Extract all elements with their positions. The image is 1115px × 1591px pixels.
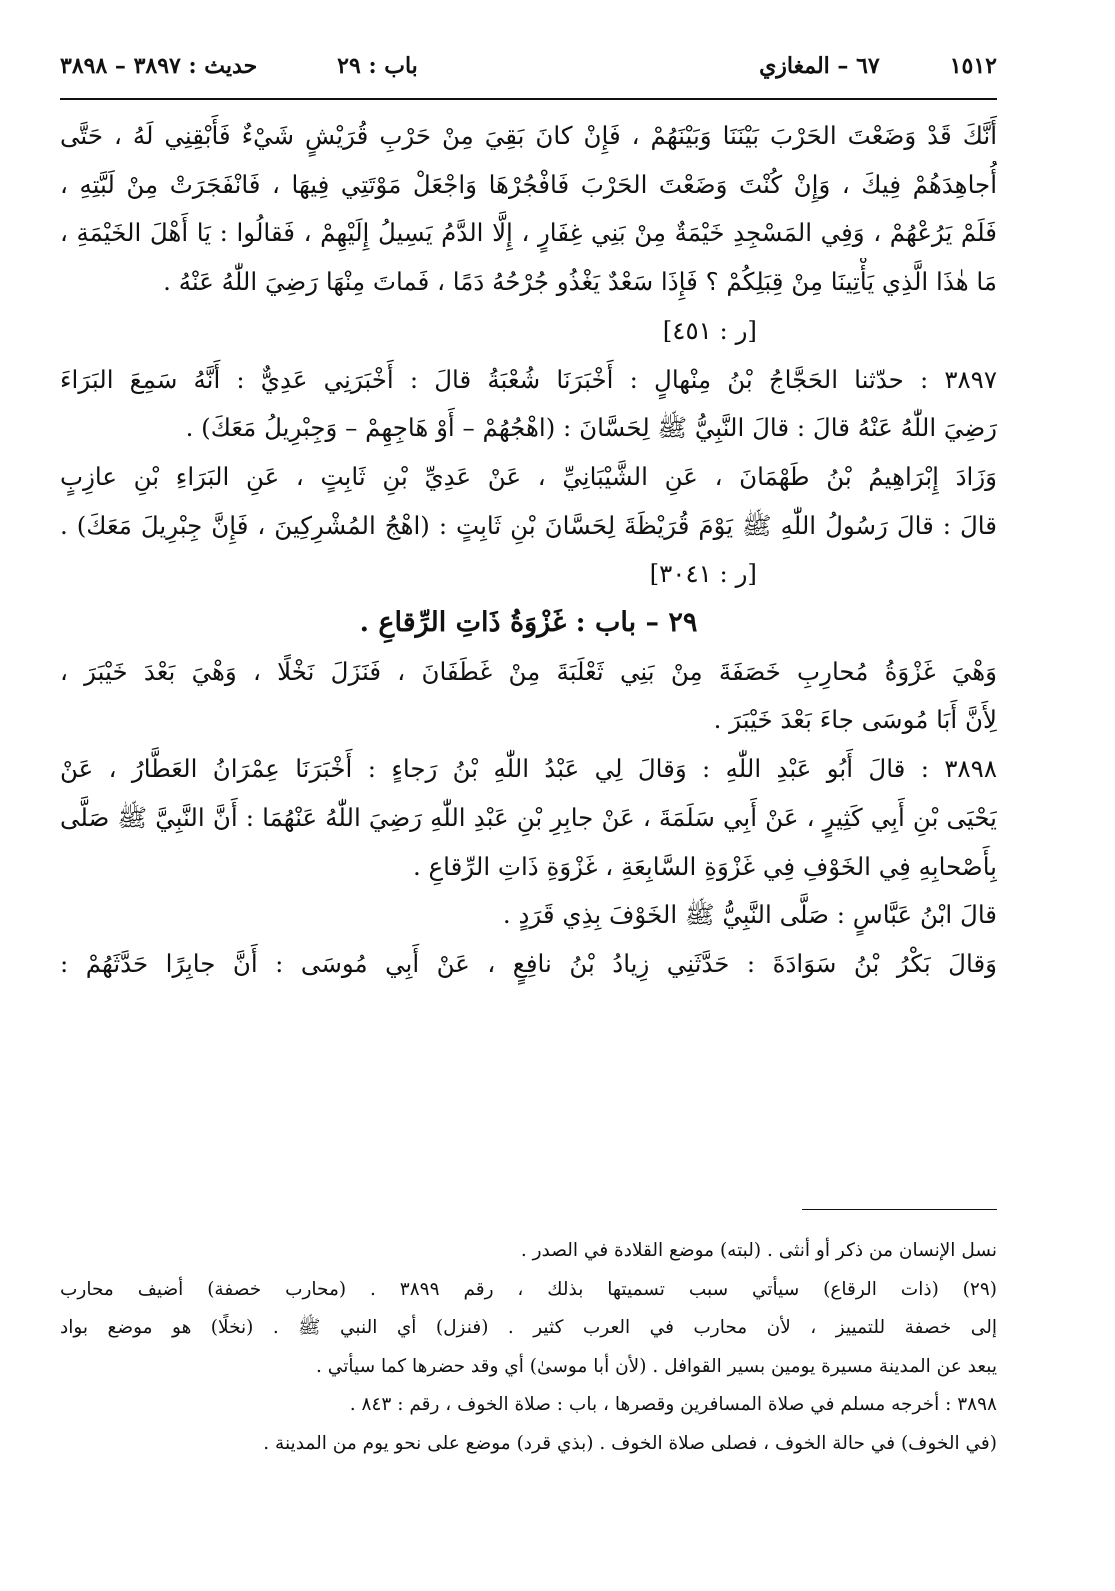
hadith-line: بِأَصْحابِهِ فِي الخَوْفِ فِي غَزْوَةِ السَّابِعَةِ ، غَزْوَةِ ذَاتِ الرِّقاعِ . [412,851,997,881]
chapter-intro-line: وَهْيَ غَزْوَةُ مُحارِبِ خَصَفَةَ مِنْ بَنِي ثَعْلَبَةَ مِنْ غَطَفَانَ ، فَنَزَلَ نَخْلًا ، وَهْيَ بَعْدَ خَيْبَرَ ، [60,656,997,686]
text-line: أُجاهِدَهُمْ فِيكَ ، وَإِنْ كُنْتَ وَضَعْتَ الحَرْبَ فَافْجُرْهَا وَاجْعَلْ مَوْتَتِي فِيهَا ، فَانْفَجَرَتْ مِنْ لَبَّتِهِ ، [60,169,997,199]
footnotes [60,1232,997,1463]
header-right-group [759,53,997,79]
hadith-line: وَزَادَ إِبْرَاهِيمُ بْنُ طَهْمَانَ ، عَنِ الشَّيْبَانِيِّ ، عَنْ عَدِيِّ بْنِ ثَابِتٍ ، عَنِ البَرَاءِ بْنِ عازِبٍ [60,461,997,491]
hadith-range: حديث : ٣٨٩٧ – ٣٨٩٨ [60,53,258,79]
footnote-divider [802,1209,997,1210]
cross-reference: [ر : ٤٥١] [662,315,757,345]
running-header [60,46,997,86]
text-line: مَا هٰذَا الَّذِي يَأْتِينَا مِنْ قِبَلِكُمْ ؟ فَإِذَا سَعْدٌ يَغْذُو جُرْحُهُ دَمًا ، فَماتَ مِنْهَا رَضِيَ اللّٰهُ عَنْهُ . [163,267,997,297]
page-number: ١٥١٢ [949,53,997,79]
hadith-line: وَقالَ بَكْرُ بْنُ سَوَادَةَ : حَدَّثَنِي زِيادُ بْنُ نافِعٍ ، عَنْ أَبِي مُوسَى : أَنَّ جابِرًا حَدَّثَهُمْ : [60,948,997,978]
chapter-intro-line: لِأَنَّ أَبَا مُوسَى جاءَ بَعْدَ خَيْبَرَ . [713,705,997,735]
hadith-line: يَحْيَى بْنِ أَبِي كَثِيرٍ ، عَنْ أَبِي سَلَمَةَ ، عَنْ جابِرِ بْنِ عَبْدِ اللّٰهِ رَضِيَ اللّٰهُ عَنْهُمَا : أَنَّ النَّبِيَّ ﷺ صَلَّى [60,802,997,832]
hadith-line: رَضِيَ اللّٰهُ عَنْهُ قالَ : قالَ النَّبِيُّ ﷺ لِحَسَّانَ : (اهْجُهُمْ – أَوْ هَاجِهِمْ – وَجِبْرِيلُ مَعَكَ) . [185,413,997,443]
footnote-line: ٣٨٩٨ : أخرجه مسلم في صلاة المسافرين وقصرها ، باب : صلاة الخوف ، رقم : ٨٤٣ . [349,1394,997,1415]
book-title: ٦٧ – المغازي [759,53,880,79]
hadith-line: ٣٨٩٨ : قالَ أَبُو عَبْدِ اللّٰهِ : وَقالَ لِي عَبْدُ اللّٰهِ بْنُ رَجاءٍ : أَخْبَرَنَا عِمْرَانُ العَطَّارُ ، عَنْ [60,754,997,784]
footnote-line: يبعد عن المدينة مسيرة يومين بسير القوافل . (لأن أبا موسىٰ) أي وقد حضرها كما سيأتي . [316,1355,997,1377]
text-line: فَلَمْ يَرُعْهُمْ ، وَفِي المَسْجِدِ خَيْمَةٌ مِنْ بَنِي غِفَارٍ ، إِلَّا الدَّمُ يَسِيلُ إِلَيْهِمْ ، فَقالُوا : يَا أَهْلَ الخَيْمَةِ ، [60,218,997,248]
main-text [60,112,997,989]
footnote-line: (في الخوف) في حالة الخوف ، فصلى صلاة الخوف . (بذي قرد) موضع على نحو يوم من المدينة . [263,1432,997,1454]
chapter-number: باب : ٢٩ [337,53,418,79]
hadith-line: قالَ : قالَ رَسُولُ اللّٰهِ ﷺ يَوْمَ قُرَيْظَةَ لِحَسَّانَ بْنِ ثَابِتٍ : (اهْجُ المُشْرِكِينَ ، فَإِنَّ جِبْرِيلَ مَعَكَ) . [60,510,997,540]
cross-reference: [ر : ٣٠٤١] [649,559,757,589]
chapter-title: ٢٩ – باب : غَزْوَةُ ذَاتِ الرِّقاعِ . [359,607,698,639]
footnote-line: (٢٩) (ذات الرقاع) سيأتي سبب تسميتها بذلك ، رقم ٣٨٩٩ . (محارب خصفة) أضيف محارب [60,1278,997,1300]
hadith-line: قالَ ابْنُ عَبَّاسٍ : صَلَّى النَّبِيُّ ﷺ الخَوْفَ بِذِي قَرَدٍ . [502,900,997,930]
footnote-line: إلى خصفة للتمييز ، لأن محارب في العرب كثير . (فنزل) أي النبي ﷺ . (نخلًا) هو موضع بواد [60,1317,997,1338]
text-line: أَنَّكَ قَدْ وَضَعْتَ الحَرْبَ بَيْنَنَا وَبَيْنَهُمْ ، فَإِنْ كانَ بَقِيَ مِنْ حَرْبِ قُرَيْشٍ شَيْءٌ فَأَبْقِنِي لَهُ ، حَتَّى [60,121,997,150]
footnote-line: نسل الإنسان من ذكر أو أنثى . (لبته) موضع القلادة في الصدر . [520,1240,997,1261]
hadith-line: ٣٨٩٧ : حدّثنا الحَجَّاجُ بْنُ مِنْهالٍ : أَخْبَرَنَا شُعْبَةُ قالَ : أَخْبَرَنِي عَدِيٌّ : أَنَّهُ سَمِعَ البَرَاءَ [60,364,997,394]
header-left-group [60,53,418,79]
header-divider [60,98,997,100]
